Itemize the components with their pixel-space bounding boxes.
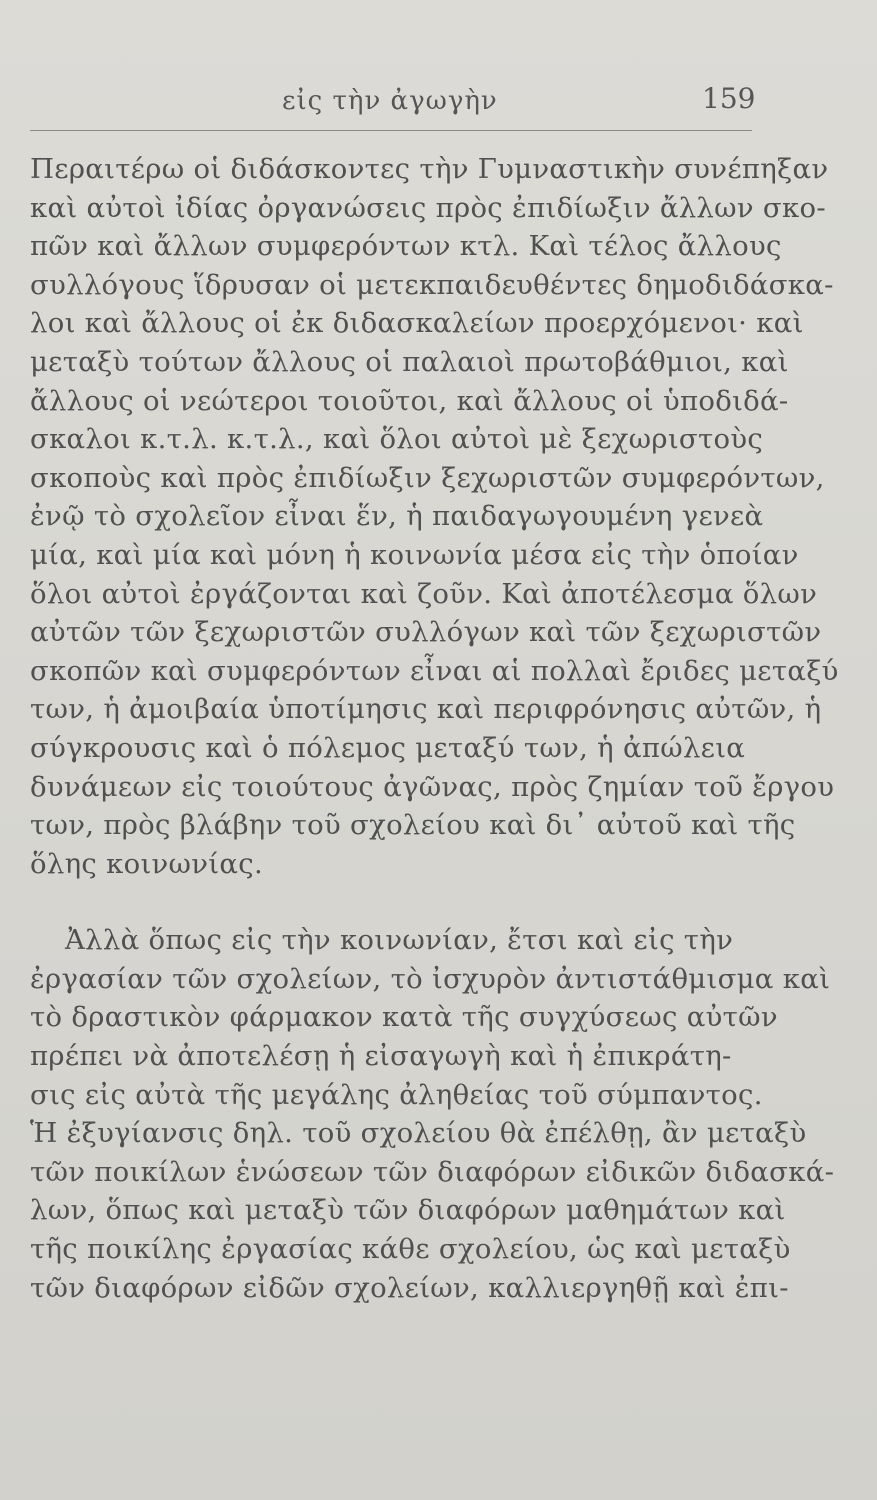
text-line: Ἡ ἐξυγίανσις δηλ. τοῦ σχολείου θὰ ἐπέλθῃ, ἂν μεταξὺ: [30, 1117, 807, 1150]
page-number: 159: [702, 82, 756, 115]
text-line: καὶ αὐτοὶ ἰδίας ὀργανώσεις πρὸς ἐπιδίωξιν ἄλλων σκο-: [30, 191, 826, 224]
text-line: τῶν ποικίλων ἑνώσεων τῶν διαφόρων εἰδικῶν διδασκά-: [30, 1155, 835, 1188]
text-line: τῶν διαφόρων εἰδῶν σχολείων, καλλιεργηθῇ καὶ ἐπι-: [30, 1271, 789, 1304]
text-line: σκαλοι κ.τ.λ. κ.τ.λ., καὶ ὅλοι αὐτοὶ μὲ ξεχωριστοὺς: [30, 423, 764, 456]
text-line: τῆς ποικίλης ἐργασίας κάθε σχολείου, ὡς καὶ μεταξὺ: [30, 1233, 791, 1266]
paragraph-gap: [30, 883, 790, 921]
text-line: ὅλοι αὐτοὶ ἐργάζονται καὶ ζοῦν. Καὶ ἀποτέλεσμα ὅλων: [30, 577, 818, 610]
text-line: μία, καὶ μία καὶ μόνη ἡ κοινωνία μέσα εἰς τὴν ὁποίαν: [30, 538, 799, 571]
text-line: σκοποὺς καὶ πρὸς ἐπιδίωξιν ξεχωριστῶν συμφερόντων,: [30, 461, 825, 494]
text-line: ὅλης κοινωνίας.: [30, 847, 263, 880]
text-line: σύγκρουσις καὶ ὁ πόλεμος μεταξύ των, ἡ ἀπώλεια: [30, 731, 746, 764]
text-line: Ἀλλὰ ὅπως εἰς τὴν κοινωνίαν, ἔτσι καὶ εἰς τὴν: [65, 924, 734, 957]
body-text: [30, 150, 839, 1307]
text-line: ἐργασίαν τῶν σχολείων, τὸ ἰσχυρὸν ἀντιστάθμισμα καὶ: [30, 962, 831, 995]
text-line: των, πρὸς βλάβην τοῦ σχολείου καὶ δι᾽ αὐτοῦ καὶ τῆς: [30, 809, 796, 842]
text-line: αὐτῶν τῶν ξεχωριστῶν συλλόγων καὶ τῶν ξεχωριστῶν: [30, 616, 822, 649]
text-line: λοι καὶ ἄλλους οἱ ἐκ διδασκαλείων προερχόμενοι· καὶ: [30, 307, 804, 340]
text-line: λων, ὅπως καὶ μεταξὺ τῶν διαφόρων μαθημάτων καὶ: [30, 1194, 786, 1227]
text-line: των, ἡ ἀμοιβαία ὑποτίμησις καὶ περιφρόνησις αὐτῶν, ἡ: [30, 693, 822, 726]
text-line: πῶν καὶ ἄλλων συμφερόντων κτλ. Καὶ τέλος ἄλλους: [30, 230, 782, 263]
text-line: Περαιτέρω οἱ διδάσκοντες τὴν Γυμναστικὴν συνέπηξαν: [30, 153, 829, 185]
text-line: πρέπει νὰ ἀποτελέσῃ ἡ εἰσαγωγὴ καὶ ἡ ἐπικράτη-: [30, 1040, 732, 1073]
text-line: σκοπῶν καὶ συμφερόντων εἶναι αἱ πολλαὶ ἔριδες μεταξύ: [30, 654, 839, 687]
text-line: ἄλλους οἱ νεώτεροι τοιοῦτοι, καὶ ἄλλους οἱ ὑποδιδά-: [30, 384, 789, 417]
text-line: δυνάμεων εἰς τοιούτους ἀγῶνας, πρὸς ζημίαν τοῦ ἔργου: [30, 770, 835, 803]
text-line: μεταξὺ τούτων ἄλλους οἱ παλαιοὶ πρωτοβάθμιοι, καὶ: [30, 345, 789, 378]
text-line: σις εἰς αὐτὰ τῆς μεγάλης ἀληθείας τοῦ σύμπαντος.: [30, 1078, 763, 1111]
header-rule: [30, 130, 752, 131]
page-header: [0, 82, 877, 122]
text-line: τὸ δραστικὸν φάρμακον κατὰ τῆς συγχύσεως αὐτῶν: [30, 1001, 778, 1034]
paragraph-1: [30, 150, 839, 883]
text-line: ἐνῷ τὸ σχολεῖον εἶναι ἕν, ἡ παιδαγωγουμένη γενεὰ: [30, 500, 764, 533]
text-line: συλλόγους ἵδρυσαν οἱ μετεκπαιδευθέντες δημοδιδάσκα-: [30, 268, 834, 301]
paragraph-2: [30, 921, 835, 1307]
running-title: εἰς τὴν ἀγωγὴν: [282, 86, 498, 116]
